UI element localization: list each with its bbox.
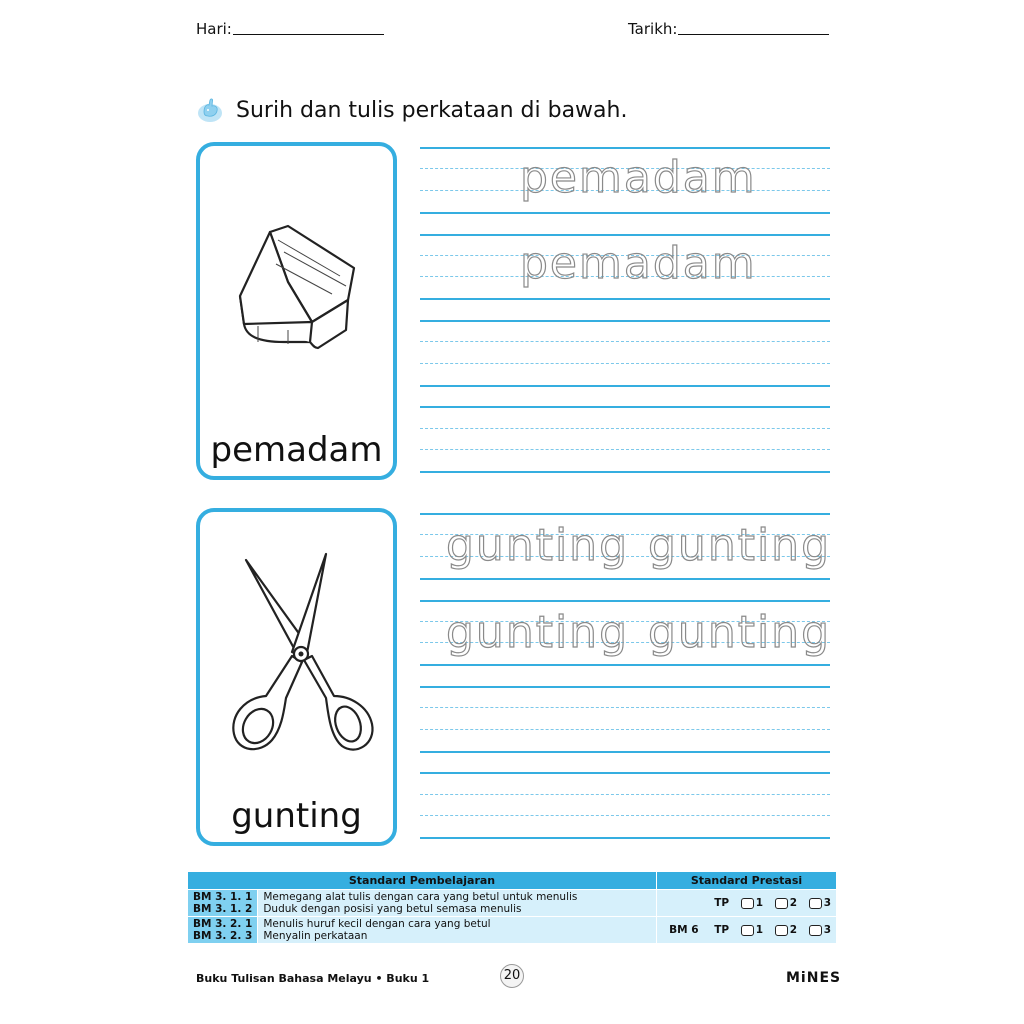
brand-logo: MiNES bbox=[786, 970, 842, 986]
instruction bbox=[196, 96, 627, 124]
word-card-eraser bbox=[196, 142, 397, 480]
standards-row bbox=[188, 890, 837, 917]
writing-lines-eraser[interactable] bbox=[420, 142, 830, 482]
writing-lines-scissors[interactable] bbox=[420, 508, 830, 848]
level-checkbox[interactable] bbox=[809, 898, 822, 909]
trace-word: pemadam bbox=[520, 238, 757, 289]
standards-row bbox=[188, 917, 837, 944]
standard-description: Memegang alat tulis dengan cara yang betul untuk menulis Duduk dengan posisi yang betul semasa menulis bbox=[258, 890, 657, 917]
trace-word: gunting bbox=[648, 607, 831, 658]
level-checkbox[interactable] bbox=[775, 925, 788, 936]
day-label: Hari: bbox=[196, 20, 232, 38]
date-label: Tarikh: bbox=[628, 20, 678, 38]
eraser-icon bbox=[228, 218, 370, 368]
instruction-text: Surih dan tulis perkataan di bawah. bbox=[236, 97, 628, 123]
standard-code: BM 3. 2. 1 BM 3. 2. 3 bbox=[188, 917, 258, 944]
level-checkbox[interactable] bbox=[775, 898, 788, 909]
standard-code: BM 3. 1. 1 BM 3. 1. 2 bbox=[188, 890, 258, 917]
col-performance-header: Standard Prestasi bbox=[657, 872, 837, 890]
word-card-scissors bbox=[196, 508, 397, 846]
date-field[interactable] bbox=[678, 34, 829, 35]
scissors-icon bbox=[226, 548, 376, 758]
bm-label: BM 6 bbox=[669, 924, 699, 936]
level-checkbox[interactable] bbox=[809, 925, 822, 936]
trace-word: gunting bbox=[648, 520, 831, 571]
level-checkbox[interactable] bbox=[741, 925, 754, 936]
card-word-eraser: pemadam bbox=[210, 430, 383, 470]
trace-word: gunting bbox=[446, 607, 629, 658]
performance-level: BM 6 TP 1 2 3 bbox=[657, 917, 837, 944]
level-checkbox[interactable] bbox=[741, 898, 754, 909]
page-number: 20 bbox=[500, 964, 524, 988]
standard-description: Menulis huruf kecil dengan cara yang betul Menyalin perkataan bbox=[258, 917, 657, 944]
tracing-hand-icon bbox=[196, 96, 224, 124]
standards-table bbox=[187, 871, 837, 944]
trace-word: gunting bbox=[446, 520, 629, 571]
performance-level: TP 1 2 3 bbox=[657, 890, 837, 917]
trace-word: pemadam bbox=[520, 152, 757, 203]
col-learning-header: Standard Pembelajaran bbox=[188, 872, 657, 890]
day-field[interactable] bbox=[233, 34, 384, 35]
book-title: Buku Tulisan Bahasa Melayu • Buku 1 bbox=[196, 972, 430, 985]
card-word-scissors: gunting bbox=[231, 796, 362, 836]
